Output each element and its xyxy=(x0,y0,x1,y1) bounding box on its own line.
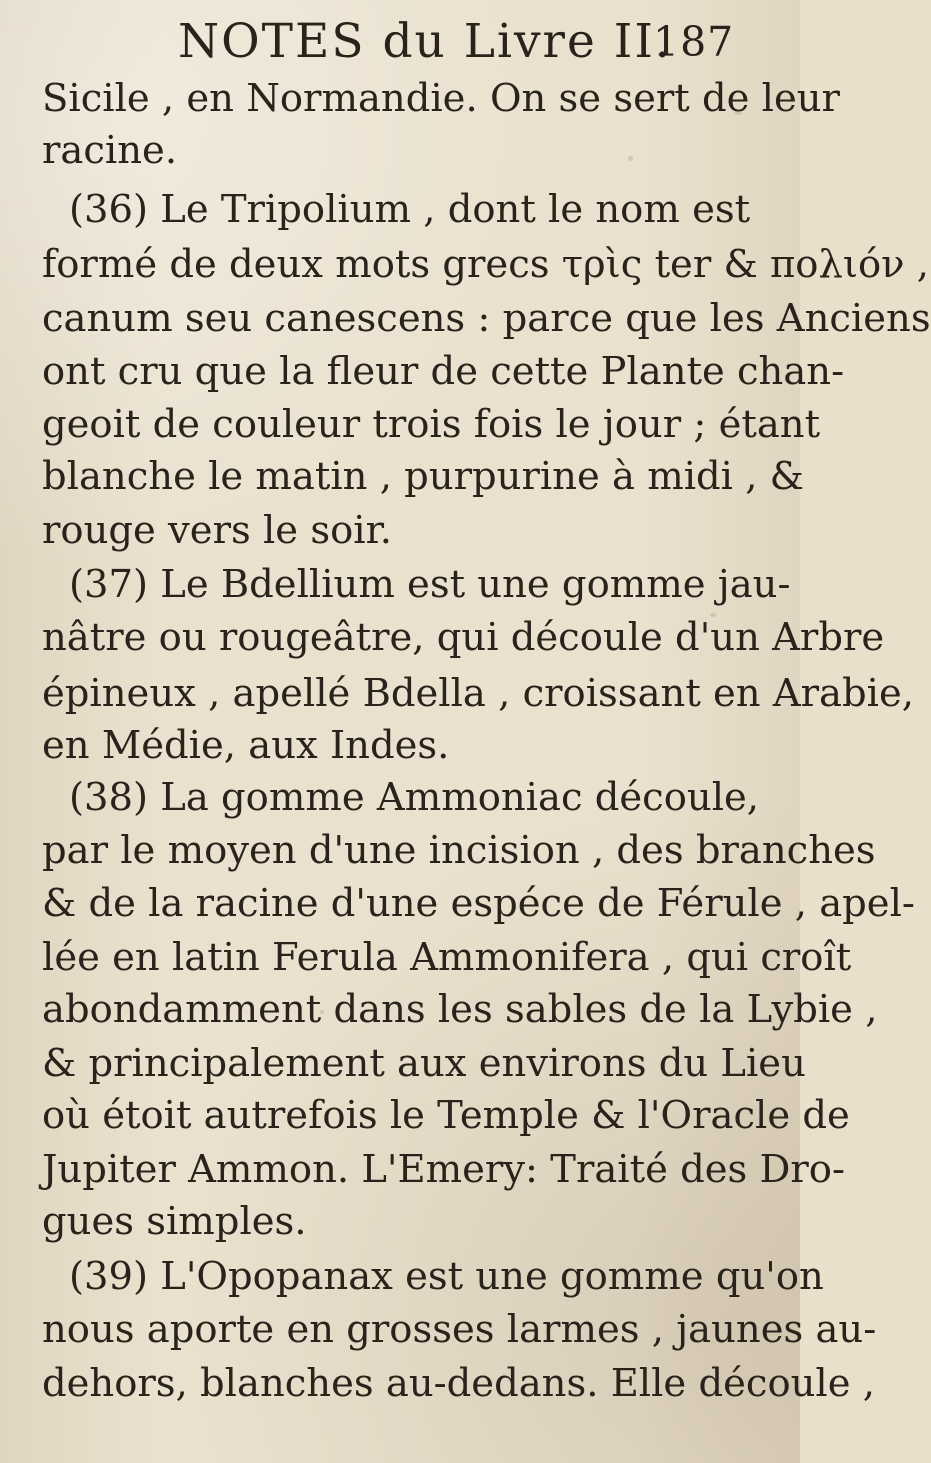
note-39-start: (39) L'Opopanax est une gomme qu'on xyxy=(69,1254,824,1299)
text-line: où étoit autrefois le Temple & l'Oracle de xyxy=(42,1093,850,1138)
text-line: nous aporte en grosses larmes , jaunes au- xyxy=(42,1307,877,1352)
text-line: nâtre ou rougeâtre, qui découle d'un Arbre xyxy=(42,615,885,660)
page-header xyxy=(178,14,738,74)
note-38-start: (38) La gomme Ammoniac découle, xyxy=(69,775,760,820)
note-36-start: (36) Le Tripolium , dont le nom est xyxy=(69,187,751,232)
paper-speck xyxy=(628,156,633,161)
text-line: Jupiter Ammon. L'Emery: Traité des Dro- xyxy=(42,1147,845,1192)
text-line: en Médie, aux Indes. xyxy=(42,723,450,768)
text-line: geoit de couleur trois fois le jour ; étant xyxy=(42,402,821,447)
text-line: & principalement aux environs du Lieu xyxy=(42,1041,806,1086)
page-number: 187 xyxy=(653,18,735,66)
text-line: canum seu canescens : parce que les Anciens xyxy=(42,296,931,341)
paper-speck xyxy=(710,613,716,617)
text-line: gues simples. xyxy=(42,1199,307,1244)
text-line: Sicile , en Normandie. On se sert de leur xyxy=(42,76,840,121)
text-line: racine. xyxy=(42,128,178,173)
paper-speck xyxy=(320,1010,324,1014)
text-line: & de la racine d'une espéce de Férule , apel- xyxy=(42,881,915,926)
text-line: ont cru que la fleur de cette Plante chan- xyxy=(42,349,845,394)
text-line: par le moyen d'une incision , des branches xyxy=(42,828,876,873)
text-line: formé de deux mots grecs τρὶς ter & πολιόν , xyxy=(42,242,930,287)
note-37-start: (37) Le Bdellium est une gomme jau- xyxy=(69,562,791,607)
text-line: abondamment dans les sables de la Lybie , xyxy=(42,987,878,1032)
text-line: blanche le matin , purpurine à midi , & xyxy=(42,454,804,499)
page-title: NOTES du Livre II. xyxy=(178,14,672,69)
paper-speck xyxy=(735,110,742,115)
text-line: rouge vers le soir. xyxy=(42,508,392,553)
text-line: dehors, blanches au-dedans. Elle découle , xyxy=(42,1361,875,1406)
text-line: épineux , apellé Bdella , croissant en Arabie, xyxy=(42,671,914,716)
text-line: lée en latin Ferula Ammonifera , qui croît xyxy=(42,935,852,980)
